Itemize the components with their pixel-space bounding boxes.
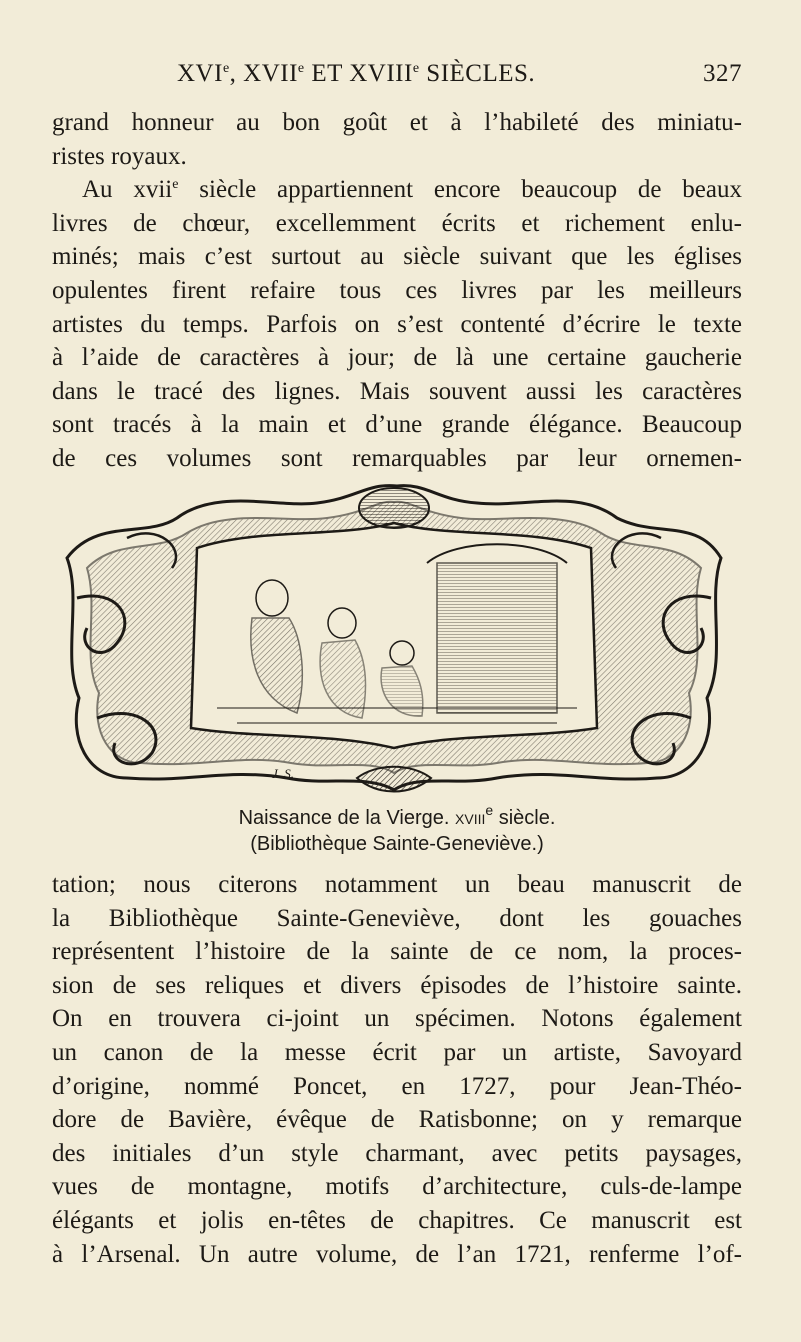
page-number: 327	[703, 60, 742, 87]
text-line: sion de ses reliques et divers épisodes de l’histoire sainte.	[52, 971, 742, 999]
text-line: dans le tracé des lignes. Mais souvent aussi les caractères	[52, 377, 742, 405]
text-line: opulentes firent refaire tous ces livres par les meilleurs	[52, 276, 742, 304]
text-line: minés; mais c’est surtout au siècle suivant que les églises	[52, 243, 742, 271]
caption-source: (Bibliothèque Sainte-Geneviève.)	[250, 833, 544, 855]
running-title: XVIe, XVIIe ET XVIIIe SIÈCLES.	[177, 60, 536, 87]
text-line: grand honneur au bon goût et à l’habileté des miniatu-	[52, 109, 742, 136]
text-line: à l’aide de caractères à jour; de là une certaine gaucherie	[52, 344, 742, 372]
paragraph-bottom	[52, 868, 742, 1271]
text-line: d’origine, nommé Poncet, en 1727, pour Jean-Théo-	[52, 1072, 742, 1100]
text-line: ristes royaux.	[52, 142, 187, 170]
text-line: livres de chœur, excellemment écrits et richement enlu-	[52, 209, 742, 237]
engraver-signature: J. S.	[272, 766, 295, 781]
text-line: tation; nous citerons notamment un beau manuscrit de	[52, 871, 742, 898]
caption-line: Naissance de la Vierge. xviii$^e$ siècle.	[238, 802, 556, 829]
text-line: élégants et jolis en-têtes de chapitres. Ce manuscrit est	[52, 1206, 742, 1234]
text-line: dore de Bavière, évêque de Ratisbonne; on y remarque	[52, 1106, 742, 1134]
text-line: la Bibliothèque Sainte-Geneviève, dont les gouaches	[52, 904, 742, 932]
text-line: représentent l’histoire de la sainte de ce nom, la proces-	[52, 938, 742, 966]
text-line: à l’Arsenal. Un autre volume, de l’an 1721, renferme l’of-	[52, 1240, 742, 1268]
text-line: sont tracés à la main et d’une grande élégance. Beaucoup	[52, 411, 742, 439]
text-line: un canon de la messe écrit par un artiste, Savoyard	[52, 1038, 742, 1066]
text-line: des initiales d’un style charmant, avec petits paysages,	[52, 1139, 742, 1167]
engraving-illustration	[57, 478, 731, 800]
paragraph-top	[52, 106, 742, 476]
text-line: artistes du temps. Parfois on s’est contenté d’écrire le texte	[52, 310, 742, 338]
text-line: vues de montagne, motifs d’architecture, culs-de-lampe	[52, 1173, 742, 1201]
page-header	[52, 60, 742, 92]
text-line: Au xvii$^e$ siècle appartiennent encore beaucoup de beaux	[82, 176, 742, 204]
text-line: de ces volumes sont remarquables par leur ornemen-	[52, 444, 742, 472]
text-line: On en trouvera ci-joint un spécimen. Notons également	[52, 1005, 742, 1033]
figure-caption	[52, 802, 742, 857]
ornamental-engraving-image	[57, 478, 731, 800]
